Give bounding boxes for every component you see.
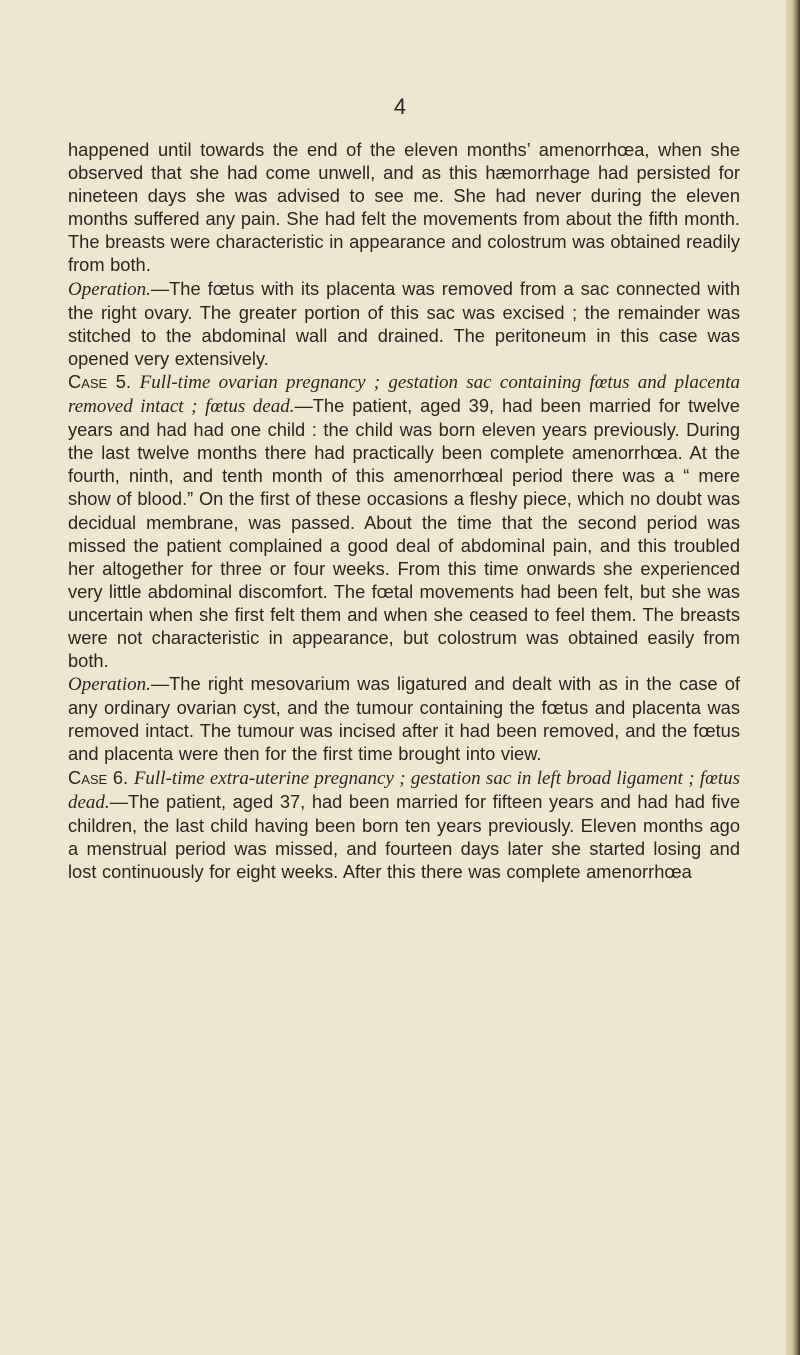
case-5-label: Case 5. [68, 370, 132, 392]
paragraph-4 [68, 672, 740, 765]
paragraph-2-text: —The fœtus with its placenta was removed from a sac connected with the right ovary. The greater portion of this sac was excised ; the remainder was stitched to the abdominal wall and drained. The peritoneum in this case was opened very extensively. [68, 277, 740, 369]
case-6-heading: Full-time extra-uterine pregnancy ; gestation sac in left broad ligament ; fœtus dead. [68, 767, 740, 813]
paragraph-4-text: —The right mesovarium was ligatured and dealt with as in the case of any ordinary ovarian cyst, and the tumour containing the fœtus and placenta was removed intact. The tumour was incised after it had been removed, and the fœtus and placenta were then for the first time brought into view. [68, 673, 740, 765]
paragraph-1-text: happened until towards the end of the eleven months’ amenorrhœa, when she observed that she had come unwell, and as this hæmorrhage had persisted for nineteen days she was advised to see me. She had never during the eleven months suffered any pain. She had felt the movements from about the fifth month. The breasts were characteristic in appearance and colostrum was obtained readily from both. [68, 139, 740, 276]
paragraph-2-heading: Operation. [68, 278, 151, 300]
case-6-text: —The patient, aged 37, had been married for fifteen years and had had five children, the last child having been born ten years previously. Eleven months ago a menstrual period was missed, and fourteen days later she started losing and lost continuously for eight weeks. After this there was complete amenorrhœa [68, 790, 740, 882]
case-5-text: —The patient, aged 39, had been married for twelve years and had had one child : the child was born eleven years previously. During the last twelve months there had practically been complete amenorrhœa. At the fourth, ninth, and tenth month of this amenorrhœal period there was a “ mere show of blood.” On the first of these occasions a fleshy piece, which no doubt was decidual membrane, was passed. About the time that the second period was missed the patient complained a good deal of abdominal pain, and this troubled her altogether for three or four weeks. From this time onwards she experienced very little abdominal discomfort. The fœtal movements had been felt, but she was uncertain when she first felt them and when she ceased to feel them. The breasts were not characteristic in appearance, but colostrum was obtained easily from both. [68, 395, 740, 672]
case-6-label: Case 6. [68, 766, 129, 788]
paragraph-2 [68, 277, 740, 370]
page-edge-shadow [786, 0, 800, 1355]
page-number: 4 [393, 94, 407, 119]
body-text [68, 138, 740, 883]
paragraph-3 [68, 370, 740, 672]
paragraph-1 [68, 138, 740, 277]
paragraph-4-heading: Operation. [68, 674, 151, 696]
case-5-heading: Full-time ovarian pregnancy ; gestation sac containing fœtus and placenta removed intact ; fœtus dead. [68, 371, 740, 418]
paragraph-5 [68, 766, 740, 883]
